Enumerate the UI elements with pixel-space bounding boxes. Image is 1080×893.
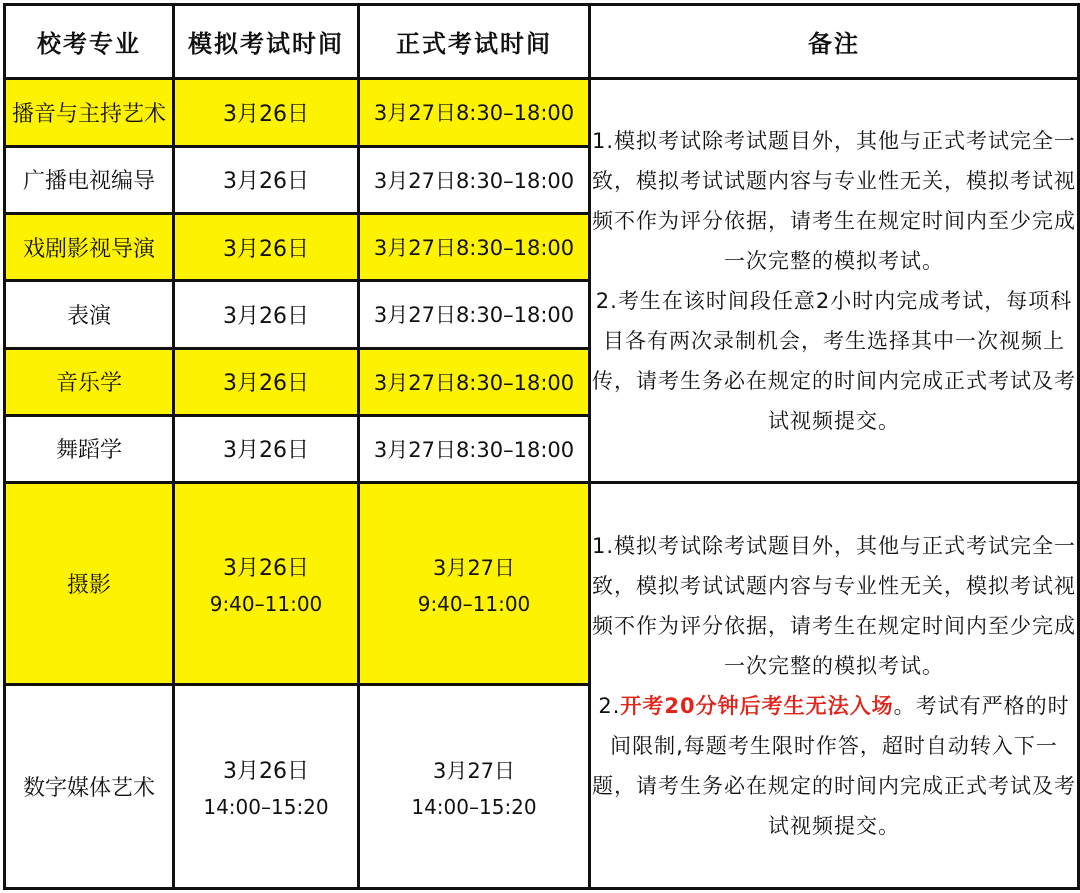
mock-date-cell: 3月26日 bbox=[175, 148, 357, 212]
remark-paragraph-2-rest: 。考试有严格的时间限制,每题考生限时作答，超时自动转入下一题，请考生务必在规定的时间内完成正式考试及考试视频提交。 bbox=[592, 693, 1076, 838]
mock-date-cell: 3月26日 bbox=[175, 282, 357, 346]
formal-time: 14:00–15:20 bbox=[411, 794, 537, 819]
late-entry-warning: 开考20分钟后考生无法入场 bbox=[620, 693, 894, 718]
formal-time-cell: 3月27日8:30–18:00 bbox=[360, 148, 588, 212]
remark-paragraph-2-prefix: 2. bbox=[598, 693, 621, 718]
major-cell: 摄影 bbox=[6, 484, 172, 683]
formal-time-cell: 3月27日8:30–18:00 bbox=[360, 215, 588, 279]
formal-time: 9:40–11:00 bbox=[417, 591, 531, 616]
major-cell: 数字媒体艺术 bbox=[6, 686, 172, 887]
remark-paragraph-1: 1.模拟考试除考试题目外，其他与正式考试完全一致，模拟考试试题内容与专业性无关，模拟考试视频不作为评分依据，请考生在规定时间内至少完成一次完整的模拟考试。 bbox=[591, 128, 1077, 273]
remarks-cell-group1 bbox=[591, 80, 1077, 481]
header-row bbox=[6, 6, 1077, 77]
header-remarks: 备注 bbox=[591, 6, 1077, 77]
major-cell: 播音与主持艺术 bbox=[6, 80, 172, 144]
major-cell: 表演 bbox=[6, 282, 172, 346]
major-cell: 广播电视编导 bbox=[6, 148, 172, 212]
formal-time-cell: 3月27日8:30–18:00 bbox=[360, 417, 588, 481]
mock-datetime-cell bbox=[175, 686, 357, 887]
remark-paragraph-2: 2.考生在该时间段任意2小时内完成考试，每项科目各有两次录制机会，考生选择其中一次视频上传，请考生务必在规定的时间内完成正式考试及考试视频提交。 bbox=[592, 288, 1076, 433]
major-cell: 舞蹈学 bbox=[6, 417, 172, 481]
table-row bbox=[6, 80, 1077, 144]
mock-date: 3月26日 bbox=[223, 556, 309, 582]
mock-datetime-cell bbox=[175, 484, 357, 683]
remarks-cell-group2 bbox=[591, 484, 1077, 887]
major-cell: 戏剧影视导演 bbox=[6, 215, 172, 279]
formal-date: 3月27日 bbox=[432, 758, 516, 783]
formal-time-cell: 3月27日8:30–18:00 bbox=[360, 80, 588, 144]
mock-date-cell: 3月26日 bbox=[175, 80, 357, 144]
formal-date: 3月27日 bbox=[432, 555, 516, 580]
mock-date: 3月26日 bbox=[223, 759, 309, 785]
formal-time-cell: 3月27日8:30–18:00 bbox=[360, 350, 588, 414]
mock-date-cell: 3月26日 bbox=[175, 417, 357, 481]
exam-schedule-table bbox=[3, 3, 1080, 890]
mock-time: 9:40–11:00 bbox=[209, 592, 323, 617]
mock-date-cell: 3月26日 bbox=[175, 215, 357, 279]
table-row bbox=[6, 484, 1077, 683]
mock-date-cell: 3月26日 bbox=[175, 350, 357, 414]
header-formal-time: 正式考试时间 bbox=[360, 6, 588, 77]
header-major: 校考专业 bbox=[6, 6, 172, 77]
remark-paragraph-1: 1.模拟考试除考试题目外，其他与正式考试完全一致，模拟考试试题内容与专业性无关，模拟考试视频不作为评分依据，请考生在规定时间内至少完成一次完整的模拟考试。 bbox=[591, 533, 1077, 678]
formal-datetime-cell bbox=[360, 484, 588, 683]
header-mock-time: 模拟考试时间 bbox=[175, 6, 357, 77]
mock-time: 14:00–15:20 bbox=[203, 795, 329, 820]
major-cell: 音乐学 bbox=[6, 350, 172, 414]
formal-datetime-cell bbox=[360, 686, 588, 887]
formal-time-cell: 3月27日8:30–18:00 bbox=[360, 282, 588, 346]
